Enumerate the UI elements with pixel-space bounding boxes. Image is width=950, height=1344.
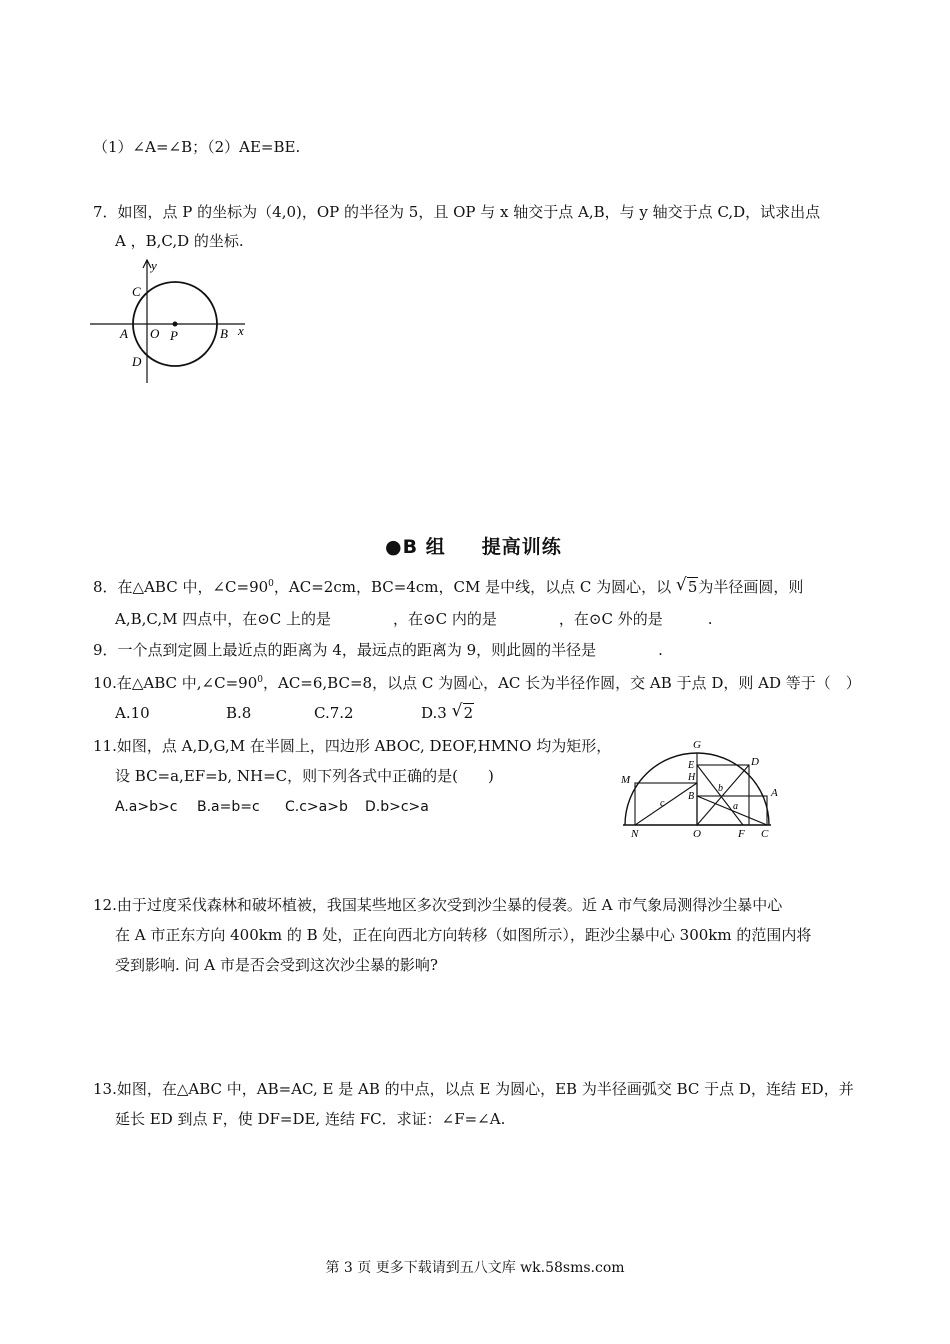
segment-od [697,765,749,825]
q11-option-d: D.b>c>a [365,799,429,815]
q12-line1: 12.由于过度采伐森林和破坏植被，我国某些地区多次受到沙尘暴的侵袭。近 A 市气象局测得沙尘暴中心 [93,896,783,914]
q13-line2: 延长 ED 到点 F，使 DF=DE, 连结 FC．求证：∠F=∠A. [115,1110,506,1128]
q10-line: 10.在△ABC 中$,\angle C=90^0$，AC=6,BC=8，以点 C 为圆心，AC 长为半径作圆，交 AB 于点 D，则 AD 等于（ ） [93,674,861,692]
q7-line1: 7．如图，点 P 的坐标为（4,0)，OP 的半径为 5，且 OP 与 x 轴交于点 A,B，与 y 轴交于点 C,D，试求出点 [93,203,821,221]
label-y: y [151,258,157,273]
q8-line2: A,B,C,M 四点中，在⊙C 上的是 ，在⊙C 内的是 ，在⊙C 外的是 . [115,610,713,628]
label-f: F [738,828,745,840]
label-x: x [238,323,244,338]
label-c: C [761,828,769,840]
label-d: D [132,354,142,369]
label-a: A [771,787,778,799]
q13-line1: 13.如图，在△ABC 中，AB=AC, E 是 AB 的中点，以点 E 为圆心，EB 为半径画弧交 BC 于点 D，连结 ED，并 [93,1080,854,1098]
q10-option-a: A.10 [115,704,150,722]
point-p [173,322,178,327]
label-d: D [751,756,759,768]
section-title [385,532,562,559]
page-footer: 第 3 页 更多下载请到五八文库 wk.58sms.com [325,1260,625,1276]
q8-line1: 8．在△ABC 中，$\angle C=90^0$，AC=2cm，BC=4cm，CM 是中线，以点 C 为圆心，以 √ 5为半径画圆，则 [93,575,804,596]
label-c-small: c [660,798,665,809]
label-a-small: a [733,801,738,812]
group-label: B 组 [402,536,446,558]
label-b-small: b [718,783,723,794]
q11-option-a: A.a>b>c [115,799,178,815]
label-o: O [693,828,701,840]
label-b: B [220,326,228,341]
sqrt-5: √ 5 [675,575,698,596]
q11-option-b: B.a=b=c [197,799,260,815]
segment-nh [635,783,697,825]
q11-line2: 设 BC=a,EF=b, NH=C，则下列各式中正确的是( ) [115,767,494,785]
bullet-icon: ● [385,536,403,558]
segment-bc [697,796,767,825]
q11-figure [615,735,785,845]
q10-option-d: D.3 [421,704,447,722]
q12-line2: 在 A 市正东方向 400km 的 B 处，正在向西北方向转移（如图所示），距沙尘暴中心 300km 的范围内将 [115,926,812,944]
label-b: B [688,791,695,802]
q10-options [115,703,474,723]
q7-line2: A ，B,C,D 的坐标. [115,232,244,250]
segment-ef [697,765,743,825]
label-p: P [170,328,178,343]
section-name: 提高训练 [481,536,562,558]
q7-figure [90,258,255,383]
q10-option-c: C.7.2 [314,704,354,722]
label-n: N [631,828,639,840]
q11-option-c: C.c>a>b [285,799,348,815]
q6-answer: （1）∠A=∠B；（2）AE=BE. [93,138,301,156]
label-o: O [150,326,160,341]
q12-line3: 受到影响. 问 A 市是否会受到这次沙尘暴的影响? [115,956,438,974]
label-g: G [693,739,701,751]
q10-option-b: B.8 [226,704,252,722]
q9-line: 9．一个点到定圆上最近点的距离为 4，最远点的距离为 9，则此圆的半径是 . [93,641,663,659]
q11-options [115,797,429,817]
label-e: E [688,760,695,771]
label-a: A [120,326,128,341]
label-h: H [688,772,696,783]
q11-line1: 11.如图，点 A,D,G,M 在半圆上，四边形 ABOC, DEOF,HMNO 均为矩形， [93,737,612,755]
sqrt-2: √ 2 [451,701,474,722]
label-m: M [621,774,631,786]
label-c: C [132,284,141,299]
